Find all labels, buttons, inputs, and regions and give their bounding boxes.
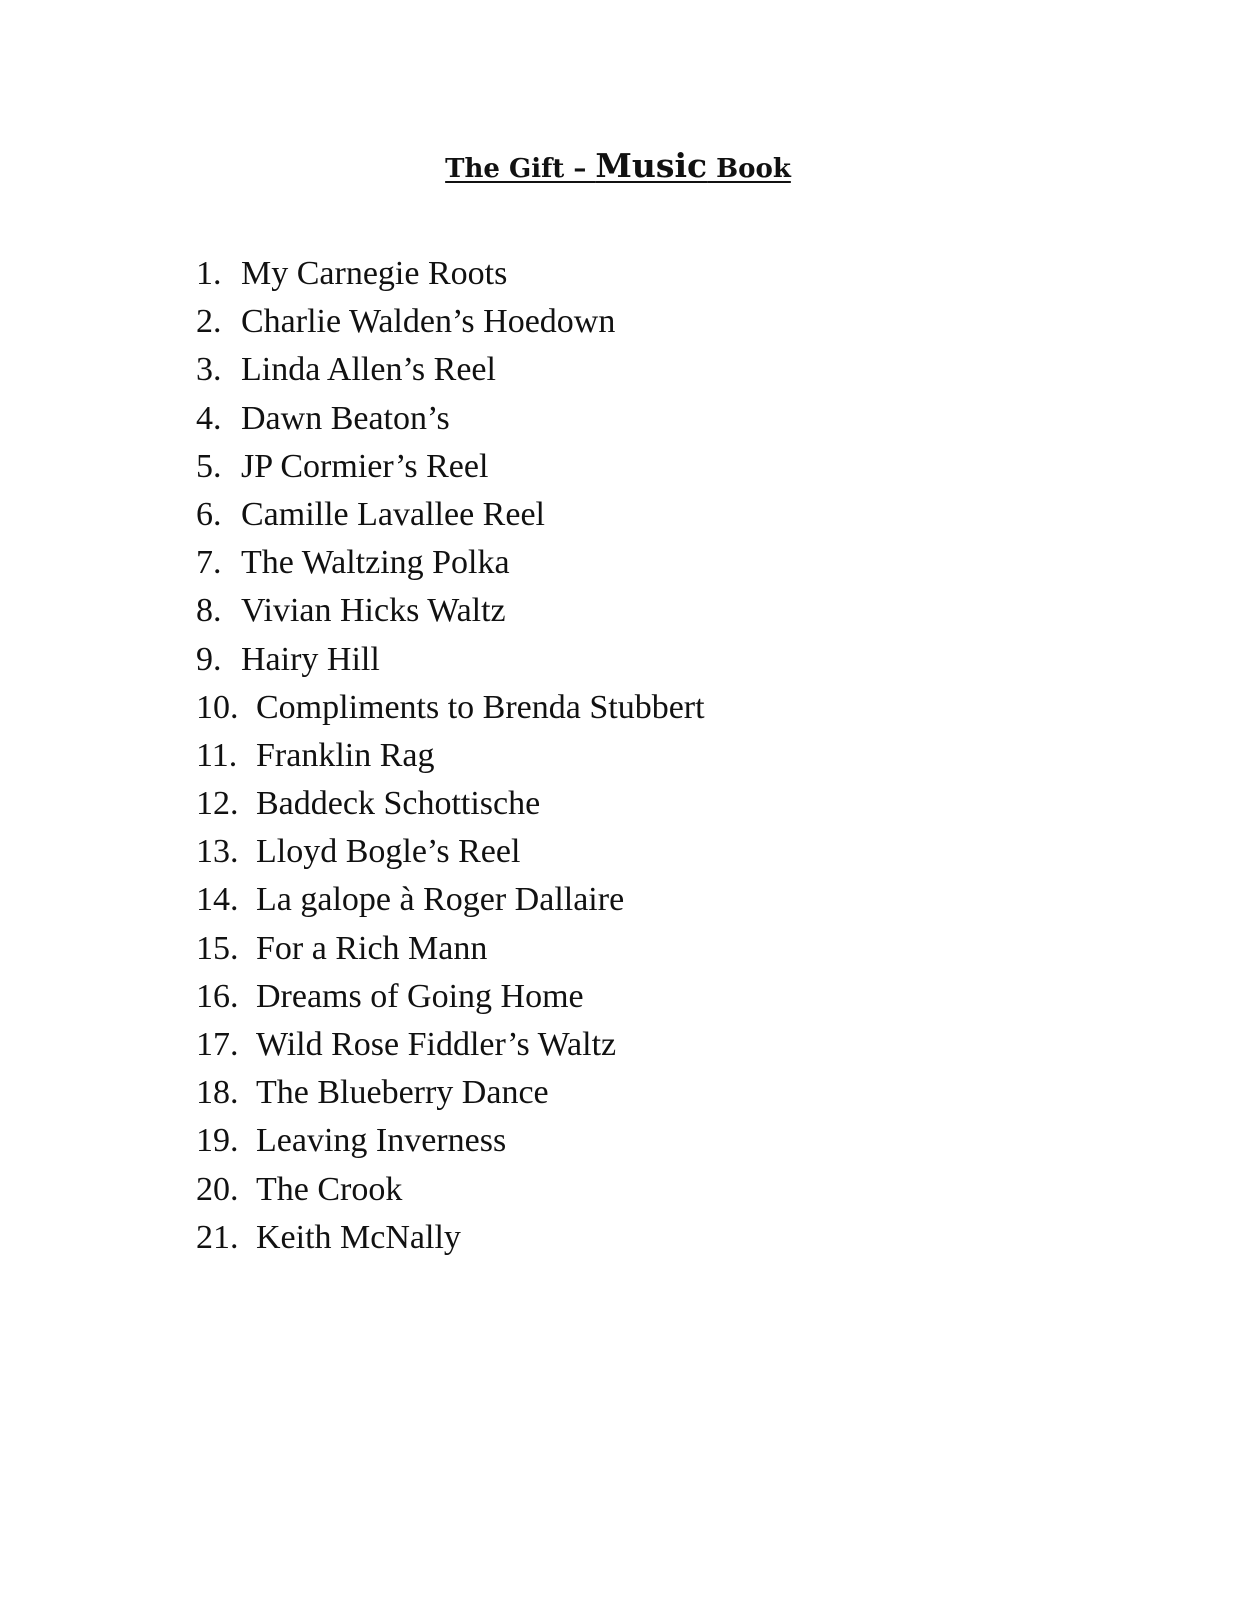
- track-item: [196, 1214, 705, 1262]
- track-item: [196, 395, 705, 443]
- track-number: 21.: [196, 1218, 239, 1256]
- title-part-2: Music: [595, 146, 708, 185]
- track-number: 2.: [196, 303, 222, 341]
- track-title: Leaving Inverness: [256, 1122, 507, 1160]
- page-title-underlined: [445, 146, 791, 185]
- title-part-3: Book: [707, 154, 791, 184]
- track-item: [196, 346, 705, 394]
- track-number: 13.: [196, 833, 239, 871]
- track-number: 4.: [196, 399, 222, 437]
- track-title: Dawn Beaton’s: [241, 399, 450, 437]
- track-title: Linda Allen’s Reel: [241, 351, 496, 389]
- track-title: Dreams of Going Home: [256, 977, 584, 1015]
- track-number: 11.: [196, 736, 238, 774]
- page-title: [0, 146, 1236, 189]
- track-title: The Waltzing Polka: [241, 544, 510, 582]
- track-item: [196, 1069, 705, 1117]
- track-number: 1.: [196, 255, 222, 292]
- track-title: Camille Lavallee Reel: [241, 495, 545, 533]
- track-number: 9.: [196, 640, 222, 678]
- track-number: 6.: [196, 495, 222, 533]
- track-title: Charlie Walden’s Hoedown: [241, 303, 616, 341]
- track-number: 16.: [196, 977, 239, 1015]
- track-item: [196, 876, 705, 924]
- track-item: [196, 732, 705, 780]
- track-title: Lloyd Bogle’s Reel: [256, 833, 521, 871]
- track-item: [196, 780, 705, 828]
- track-item: [196, 443, 705, 491]
- track-list: [196, 250, 705, 1262]
- track-number: 18.: [196, 1074, 239, 1112]
- track-number: 10.: [196, 688, 239, 726]
- track-item: [196, 298, 705, 346]
- track-item: [196, 491, 705, 539]
- track-title: Hairy Hill: [241, 640, 380, 678]
- track-item: [196, 1117, 705, 1165]
- track-title: Wild Rose Fiddler’s Waltz: [256, 1026, 617, 1063]
- track-number: 15.: [196, 929, 239, 967]
- track-item: [196, 973, 705, 1021]
- track-title: The Blueberry Dance: [256, 1074, 549, 1112]
- track-title: Compliments to Brenda Stubbert: [256, 688, 705, 726]
- track-number: 19.: [196, 1122, 239, 1160]
- track-title: Vivian Hicks Waltz: [241, 592, 506, 630]
- track-title: My Carnegie Roots: [241, 255, 508, 292]
- track-item: [196, 1166, 705, 1214]
- track-item: [196, 636, 705, 684]
- track-number: 20.: [196, 1170, 239, 1208]
- track-item: [196, 250, 705, 298]
- track-number: 8.: [196, 592, 222, 630]
- track-number: 17.: [196, 1026, 239, 1063]
- track-number: 7.: [196, 544, 222, 582]
- track-title: Keith McNally: [256, 1218, 461, 1256]
- track-number: 3.: [196, 351, 222, 389]
- track-item: [196, 925, 705, 973]
- track-title: The Crook: [256, 1170, 403, 1208]
- track-item: [196, 539, 705, 587]
- track-number: 5.: [196, 447, 222, 485]
- track-item: [196, 684, 705, 732]
- title-part-1: The Gift –: [445, 154, 596, 184]
- track-number: 12.: [196, 785, 239, 823]
- track-title: Franklin Rag: [256, 736, 435, 774]
- track-item: [196, 587, 705, 635]
- track-title: La galope à Roger Dallaire: [256, 881, 625, 919]
- track-title: For a Rich Mann: [256, 929, 488, 967]
- track-title: Baddeck Schottische: [256, 785, 541, 823]
- track-item: [196, 828, 705, 876]
- track-number: 14.: [196, 881, 239, 919]
- track-title: JP Cormier’s Reel: [241, 447, 489, 485]
- track-item: [196, 1021, 705, 1069]
